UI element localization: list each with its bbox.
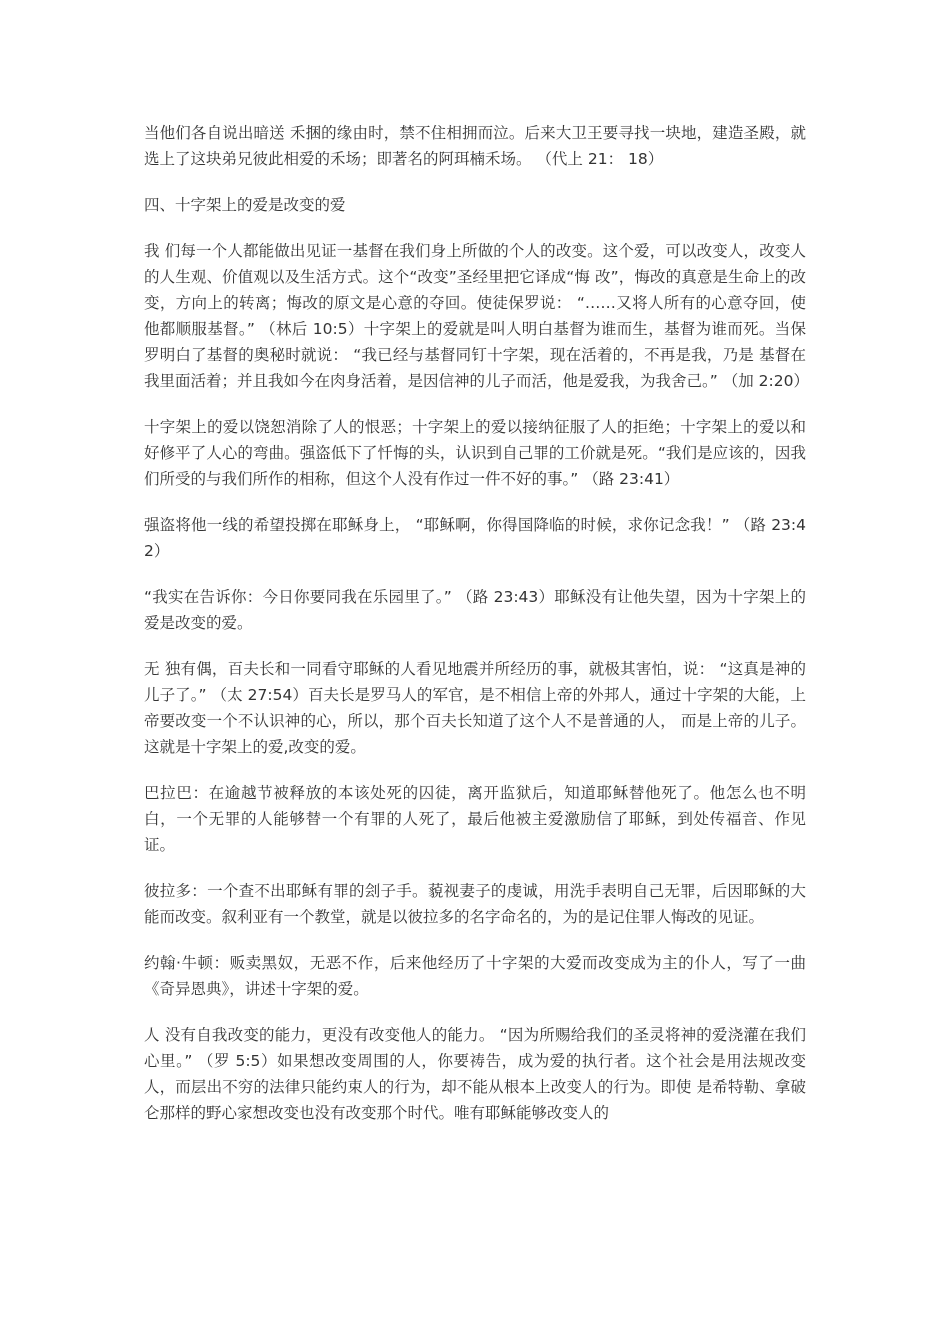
paragraph-personal-change: 我 们每一个人都能做出见证一基督在我们身上所做的个人的改变。这个爱，可以改变人，改变人的人生观、价值观以及生活方式。这个“改变”圣经里把它译成“悔 改”，悔改的真意是生命上的改变，方向上的转离；悔改的原文是心意的夺回。使徒保罗说： “……又将人所有的心意夺回，使他都顺服基督。” （林后 10:5）十字架上的爱就是叫人明白基督为谁而生，基督为谁而死。当保罗明白了基督的奥秘时就说： “我已经与基督同钉十字架，现在活着的，不再是我，乃是 基督在我里面活着；并且我如今在肉身活着，是因信神的儿子而活，他是爱我，为我舍己。” （加 2:20）	[144, 242, 809, 390]
paragraph-john-newton: 约翰·牛顿：贩卖黑奴，无恶不作，后来他经历了十字架的大爱而改变成为主的仆人，写了一曲《奇异恩典》，讲述十字架的爱。	[144, 954, 806, 998]
paragraph-pilate: 彼拉多：一个查不出耶稣有罪的刽子手。藐视妻子的虔诚，用洗手表明自己无罪，后因耶稣的大能而改变。叙利亚有一个教堂，就是以彼拉多的名字命名的，为的是记住罪人悔改的见证。	[144, 882, 806, 926]
paragraph-centurion: 无 独有偶，百夫长和一同看守耶稣的人看见地震并所经历的事，就极其害怕，说： “这真是神的儿子了。” （太 27:54）百夫长是罗马人的军官，是不相信上帝的外邦人，通过十字架的大能，上帝要改变一个不认识神的心，所以，那个百夫长知道了这个人不是普通的人， 而是上帝的儿子。这就是十字架上的爱,改变的爱。	[144, 660, 806, 756]
paragraph-threshing-floor: 当他们各自说出暗送 禾捆的缘由时，禁不住相拥而泣。后来大卫王要寻找一块地，建造圣殿，就选上了这块弟兄彼此相爱的禾场；即著名的阿珥楠禾场。 （代上 21： 18）	[144, 124, 806, 168]
document-page	[144, 120, 809, 1146]
section-heading: 四、十字架上的爱是改变的爱	[144, 196, 346, 214]
paragraph-barabbas: 巴拉巴：在逾越节被释放的本该处死的囚徒，离开监狱后，知道耶稣替他死了。他怎么也不明白，一个无罪的人能够替一个有罪的人死了，最后他被主爱激励信了耶稣，到处传福音、作见证。	[144, 784, 806, 854]
paragraph-self-change: 人 没有自我改变的能力，更没有改变他人的能力。 “因为所赐给我们的圣灵将神的爱浇灌在我们心里。” （罗 5:5）如果想改变周围的人，你要祷告，成为爱的执行者。这个社会是用法规改变人，而层出不穷的法律只能约束人的行为，却不能从根本上改变人的行为。即使 是希特勒、拿破仑那样的野心家想改变也没有改变那个时代。唯有耶稣能够改变人的	[144, 1026, 806, 1122]
paragraph-paradise: “我实在告诉你：今日你要同我在乐园里了。” （路 23:43）耶稣没有让他失望，因为十字架上的爱是改变的爱。	[144, 588, 806, 632]
paragraph-cross-love: 十字架上的爱以饶恕消除了人的恨恶；十字架上的爱以接纳征服了人的拒绝；十字架上的爱以和好修平了人心的弯曲。强盗低下了忏悔的头，认识到自己罪的工价就是死。“我们是应该的，因我们所受的与我们所作的相称，但这个人没有作过一件不好的事。” （路 23:41）	[144, 418, 806, 488]
paragraph-robber-hope: 强盗将他一线的希望投掷在耶稣身上， “耶稣啊，你得国降临的时候，求你记念我！” （路 23:42）	[144, 516, 806, 560]
